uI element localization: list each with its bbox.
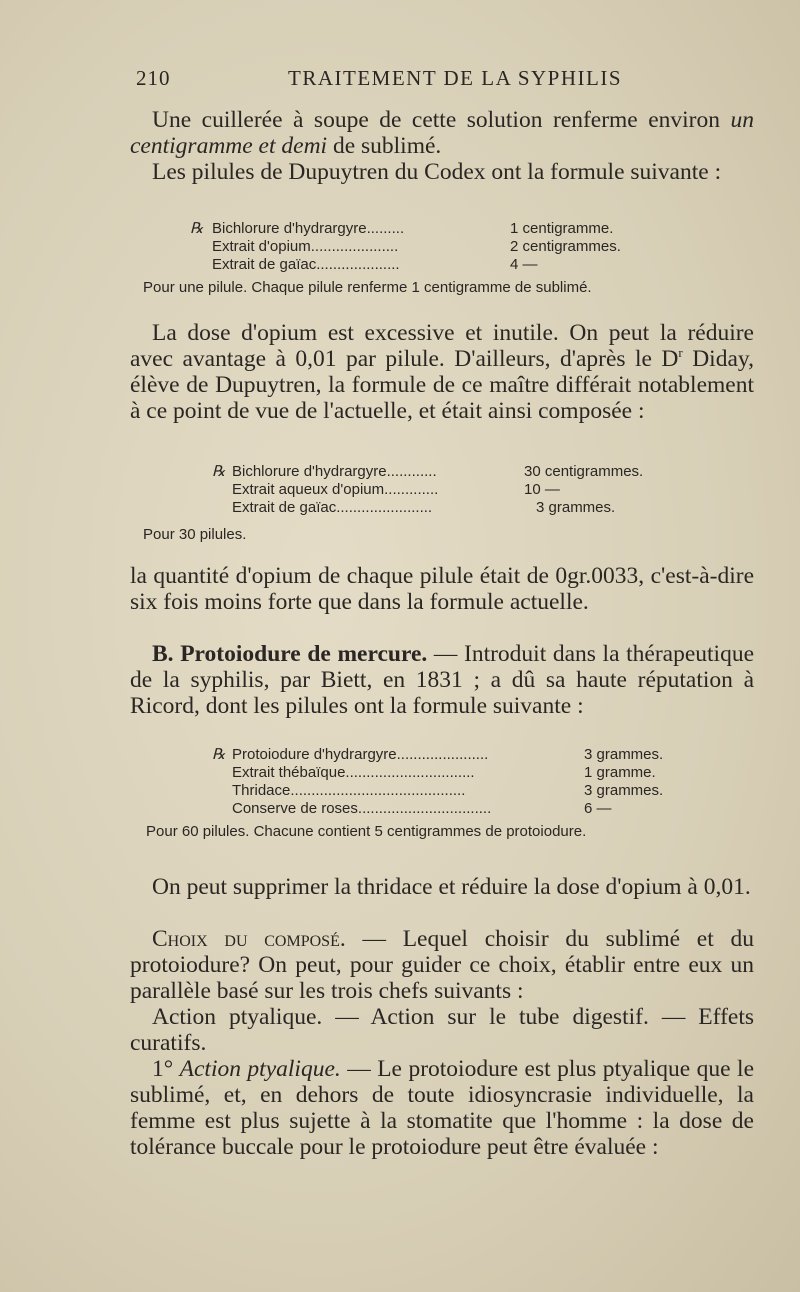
- formula-row: ℞ Protoiodure d'hydrargyre...................... 3 grammes.: [212, 746, 664, 763]
- paragraph-protoiodure: B. Protoiodure de mercure. — Introduit dans la thérapeutique de la syphilis, par Biett, en 1831 ; a dû sa haute réputation à Ricord, dont les pilules ont la formule suivante :: [130, 641, 754, 719]
- paragraph-solution-dose: Une cuillerée à soupe de cette solution renferme environ un centigramme et demi de sublimé.: [130, 107, 754, 159]
- page-header: [136, 66, 756, 96]
- formula-row: ℞ Bichlorure d'hydrargyre............ 30 centigrammes.: [212, 463, 644, 480]
- formula-row: ℞ Bichlorure d'hydrargyre......... 1 centigramme.: [190, 220, 614, 237]
- section-heading: Action ptyalique.: [179, 1056, 341, 1082]
- paragraph-opium-quantity: la quantité d'opium de chaque pilule était de 0gr.0033, c'est-à-dire six fois moins forte que dans la formule actuelle.: [130, 563, 754, 615]
- paragraph-action-ptyalique: 1° Action ptyalique. — Le protoiodure est plus ptyalique que le sublimé, et, en dehors de toute idiosyncrasie individuelle, la femme est plus sujette à la stomatite que l'homme : la dose de tolérance buccale pour le protoiodure peut être évaluée :: [130, 1056, 755, 1160]
- formula-row: Extrait de gaïac....................... 3 grammes.: [232, 499, 616, 516]
- paragraph-opium-excess: La dose d'opium est excessive et inutile. On peut la réduire avec avantage à 0,01 par pilule. D'ailleurs, d'après le $D^r$ Diday, élève de Dupuytren, la formule de ce maître différait notablement à ce point de vue de l'actuelle, et était ainsi composée :: [130, 320, 754, 424]
- formula-row: Extrait thébaïque............................... 1 gramme.: [232, 764, 656, 781]
- running-title: TRAITEMENT DE LA SYPHILIS: [288, 66, 623, 90]
- paragraph-dupuytren-intro: Les pilules de Dupuytren du Codex ont la formule suivante :: [152, 159, 722, 185]
- paragraph-criteria: Action ptyalique. — Action sur le tube digestif. — Effets curatifs.: [130, 1004, 754, 1056]
- formula-row: Thridace.......................................... 3 grammes.: [232, 782, 664, 799]
- formula-diday: [212, 463, 672, 517]
- page-number: 210: [136, 66, 171, 90]
- formula-note: Pour une pilule. Chaque pilule renferme 1 centigramme de sublimé.: [143, 279, 592, 296]
- formula-row: Extrait aqueux d'opium............. 10 —: [232, 481, 560, 498]
- emphasis-dose: un centigramme et demi: [130, 107, 754, 159]
- recipe-symbol-icon: ℞: [212, 463, 226, 480]
- formula-row: Extrait d'opium..................... 2 centigrammes.: [212, 238, 621, 255]
- section-heading: Choix du composé.: [152, 926, 346, 952]
- formula-ricord: [212, 746, 682, 818]
- paragraph-choix: Choix du composé. — Lequel choisir du sublimé et du protoiodure? On peut, pour guider ce choix, établir entre eux un parallèle basé sur les trois chefs suivants :: [130, 926, 754, 1004]
- formula-row: Conserve de roses................................ 6 —: [232, 800, 612, 817]
- recipe-symbol-icon: ℞: [190, 220, 204, 237]
- paragraph-thridace: On peut supprimer la thridace et réduire la dose d'opium à 0,01.: [152, 874, 751, 900]
- formula-note: Pour 60 pilules. Chacune contient 5 centigrammes de protoiodure.: [146, 823, 587, 840]
- formula-row: Extrait de gaïac.................... 4 —: [212, 256, 538, 273]
- section-label: B.: [152, 641, 174, 667]
- recipe-symbol-icon: ℞: [212, 746, 226, 763]
- formula-dupuytren-codex: [190, 220, 670, 274]
- section-heading: Protoiodure de mercure.: [180, 641, 428, 667]
- formula-note: Pour 30 pilules.: [143, 526, 247, 543]
